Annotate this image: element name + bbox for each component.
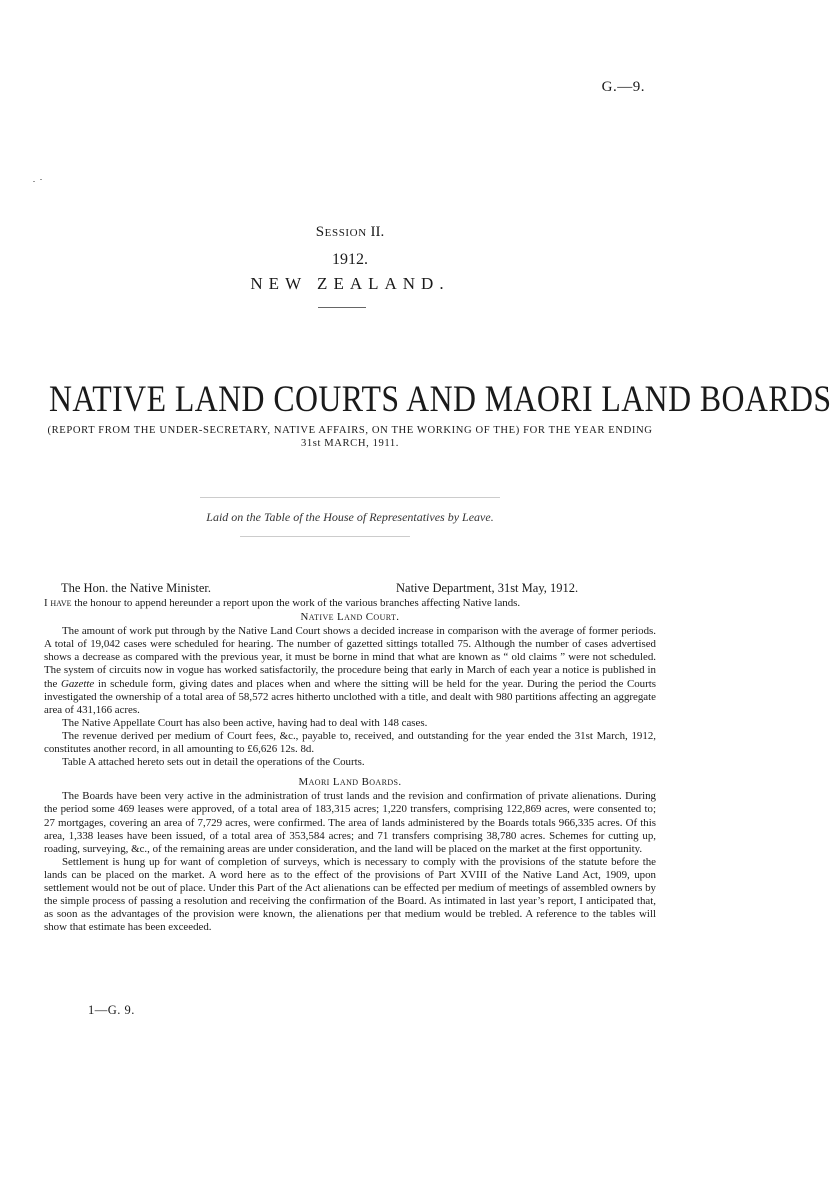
letter-department-date: Native Department, 31st May, 1912.: [396, 581, 579, 595]
opening-paragraph: [44, 597, 656, 610]
page-signature: 1—G. 9.: [88, 1003, 135, 1017]
document-code: G.—9.: [601, 79, 645, 95]
session-line: [0, 224, 700, 241]
opening-smallcaps: I have: [44, 597, 72, 609]
scan-speck: [33, 181, 35, 182]
paragraph: [44, 625, 656, 717]
section-heading-native-land-court: Native Land Court.: [300, 611, 400, 624]
report-subtitle: (REPORT FROM THE UNDER-SECRETARY, NATIVE AFFAIRS, ON THE WORKING OF THE) FOR THE YEAR ENDING 31st MARCH, 1911.: [47, 425, 653, 449]
report-title: NATIVE LAND COURTS AND MAORI LAND BOARDS: [49, 379, 832, 420]
paragraph-text: in schedule form, giving dates and places when and where the sitting will be held for the year. During the period the Courts investigated the ownership of a total area of 58,572 acres hitherto unclothed with a title, and dealt with 980 partitions affecting an aggregate area of 431,166 acres.: [44, 677, 656, 716]
paragraph-text: The amount of work put through by the Native Land Court shows a decided increase in comparison with the average of former periods. A total of 19,042 cases were scheduled for hearing. The number of gazetted sittings totalled 75. Although the number of cases advertised shows a decrease as compared with the previous year, it must be borne in mind that what are known as “ old claims ” were not scheduled. The system of circuits now in vogue has worked satisfactorily, the procedure being that early in March of each year a notice is published in the: [44, 625, 656, 690]
country-name: NEW ZEALAND.: [250, 274, 450, 293]
scan-speck: [40, 179, 42, 180]
section-heading-maori-land-boards: Maori Land Boards.: [298, 776, 402, 789]
session-number: II.: [370, 224, 385, 240]
paragraph: The Native Appellate Court has also been active, having had to deal with 148 cases.: [62, 716, 428, 729]
laid-on-table-note: Laid on the Table of the House of Representatives by Leave.: [206, 510, 494, 524]
session-year: 1912.: [332, 251, 368, 268]
session-word: Session: [315, 224, 367, 240]
paragraph: Settlement is hung up for want of completion of surveys, which is necessary to comply with the provisions of the statute before the lands can be placed on the market. A word here as to the effect of the provisions of Part XVIII of the Native Land Act, 1909, upon settlement would not be out of place. Under this Part of the Act alienations can be effected per medium of meetings of assembled owners by the simple process of passing a resolution and receiving the confirmation of the Board. As intimated in last year’s report, I anticipated that, as soon as the advantages of the provision were known, the alienations per that medium would be trebled. A reference to the tables will show that estimate has been exceeded.: [44, 855, 656, 934]
faint-rule: [240, 536, 410, 537]
letter-recipient: The Hon. the Native Minister.: [61, 581, 211, 595]
divider-rule: [318, 307, 366, 308]
paragraph: The revenue derived per medium of Court fees, &c., payable to, received, and outstanding for the year ended the 31st March, 1912, constitutes another record, in all amounting to £6,626 12s. 8d.: [44, 729, 656, 756]
gazette-italic: Gazette: [60, 677, 95, 690]
paragraph: The Boards have been very active in the administration of trust lands and the revision and confirmation of private alienations. During the period some 469 leases were approved, of a total area of 183,315 acres; 1,220 transfers, comprising 122,869 acres, were consented to; 27 mortgages, covering an area of 7,729 acres, were confirmed. The area of lands administered by the Boards totals 966,335 acres. Of this area, 1,338 leases have been issued, of a total area of 353,584 acres; and 71 transfers comprising 38,780 acres. Schemes for cutting up, roading, surveying, &c., of the remaining areas are under consideration, and the land will be placed on the market at the first opportunity.: [44, 790, 656, 855]
report-body: [44, 597, 656, 934]
opening-text: the honour to append hereunder a report upon the work of the various branches affecting Native lands.: [71, 597, 521, 609]
faint-rule: [200, 497, 500, 498]
paragraph: Table A attached hereto sets out in detail the operations of the Courts.: [62, 756, 365, 769]
